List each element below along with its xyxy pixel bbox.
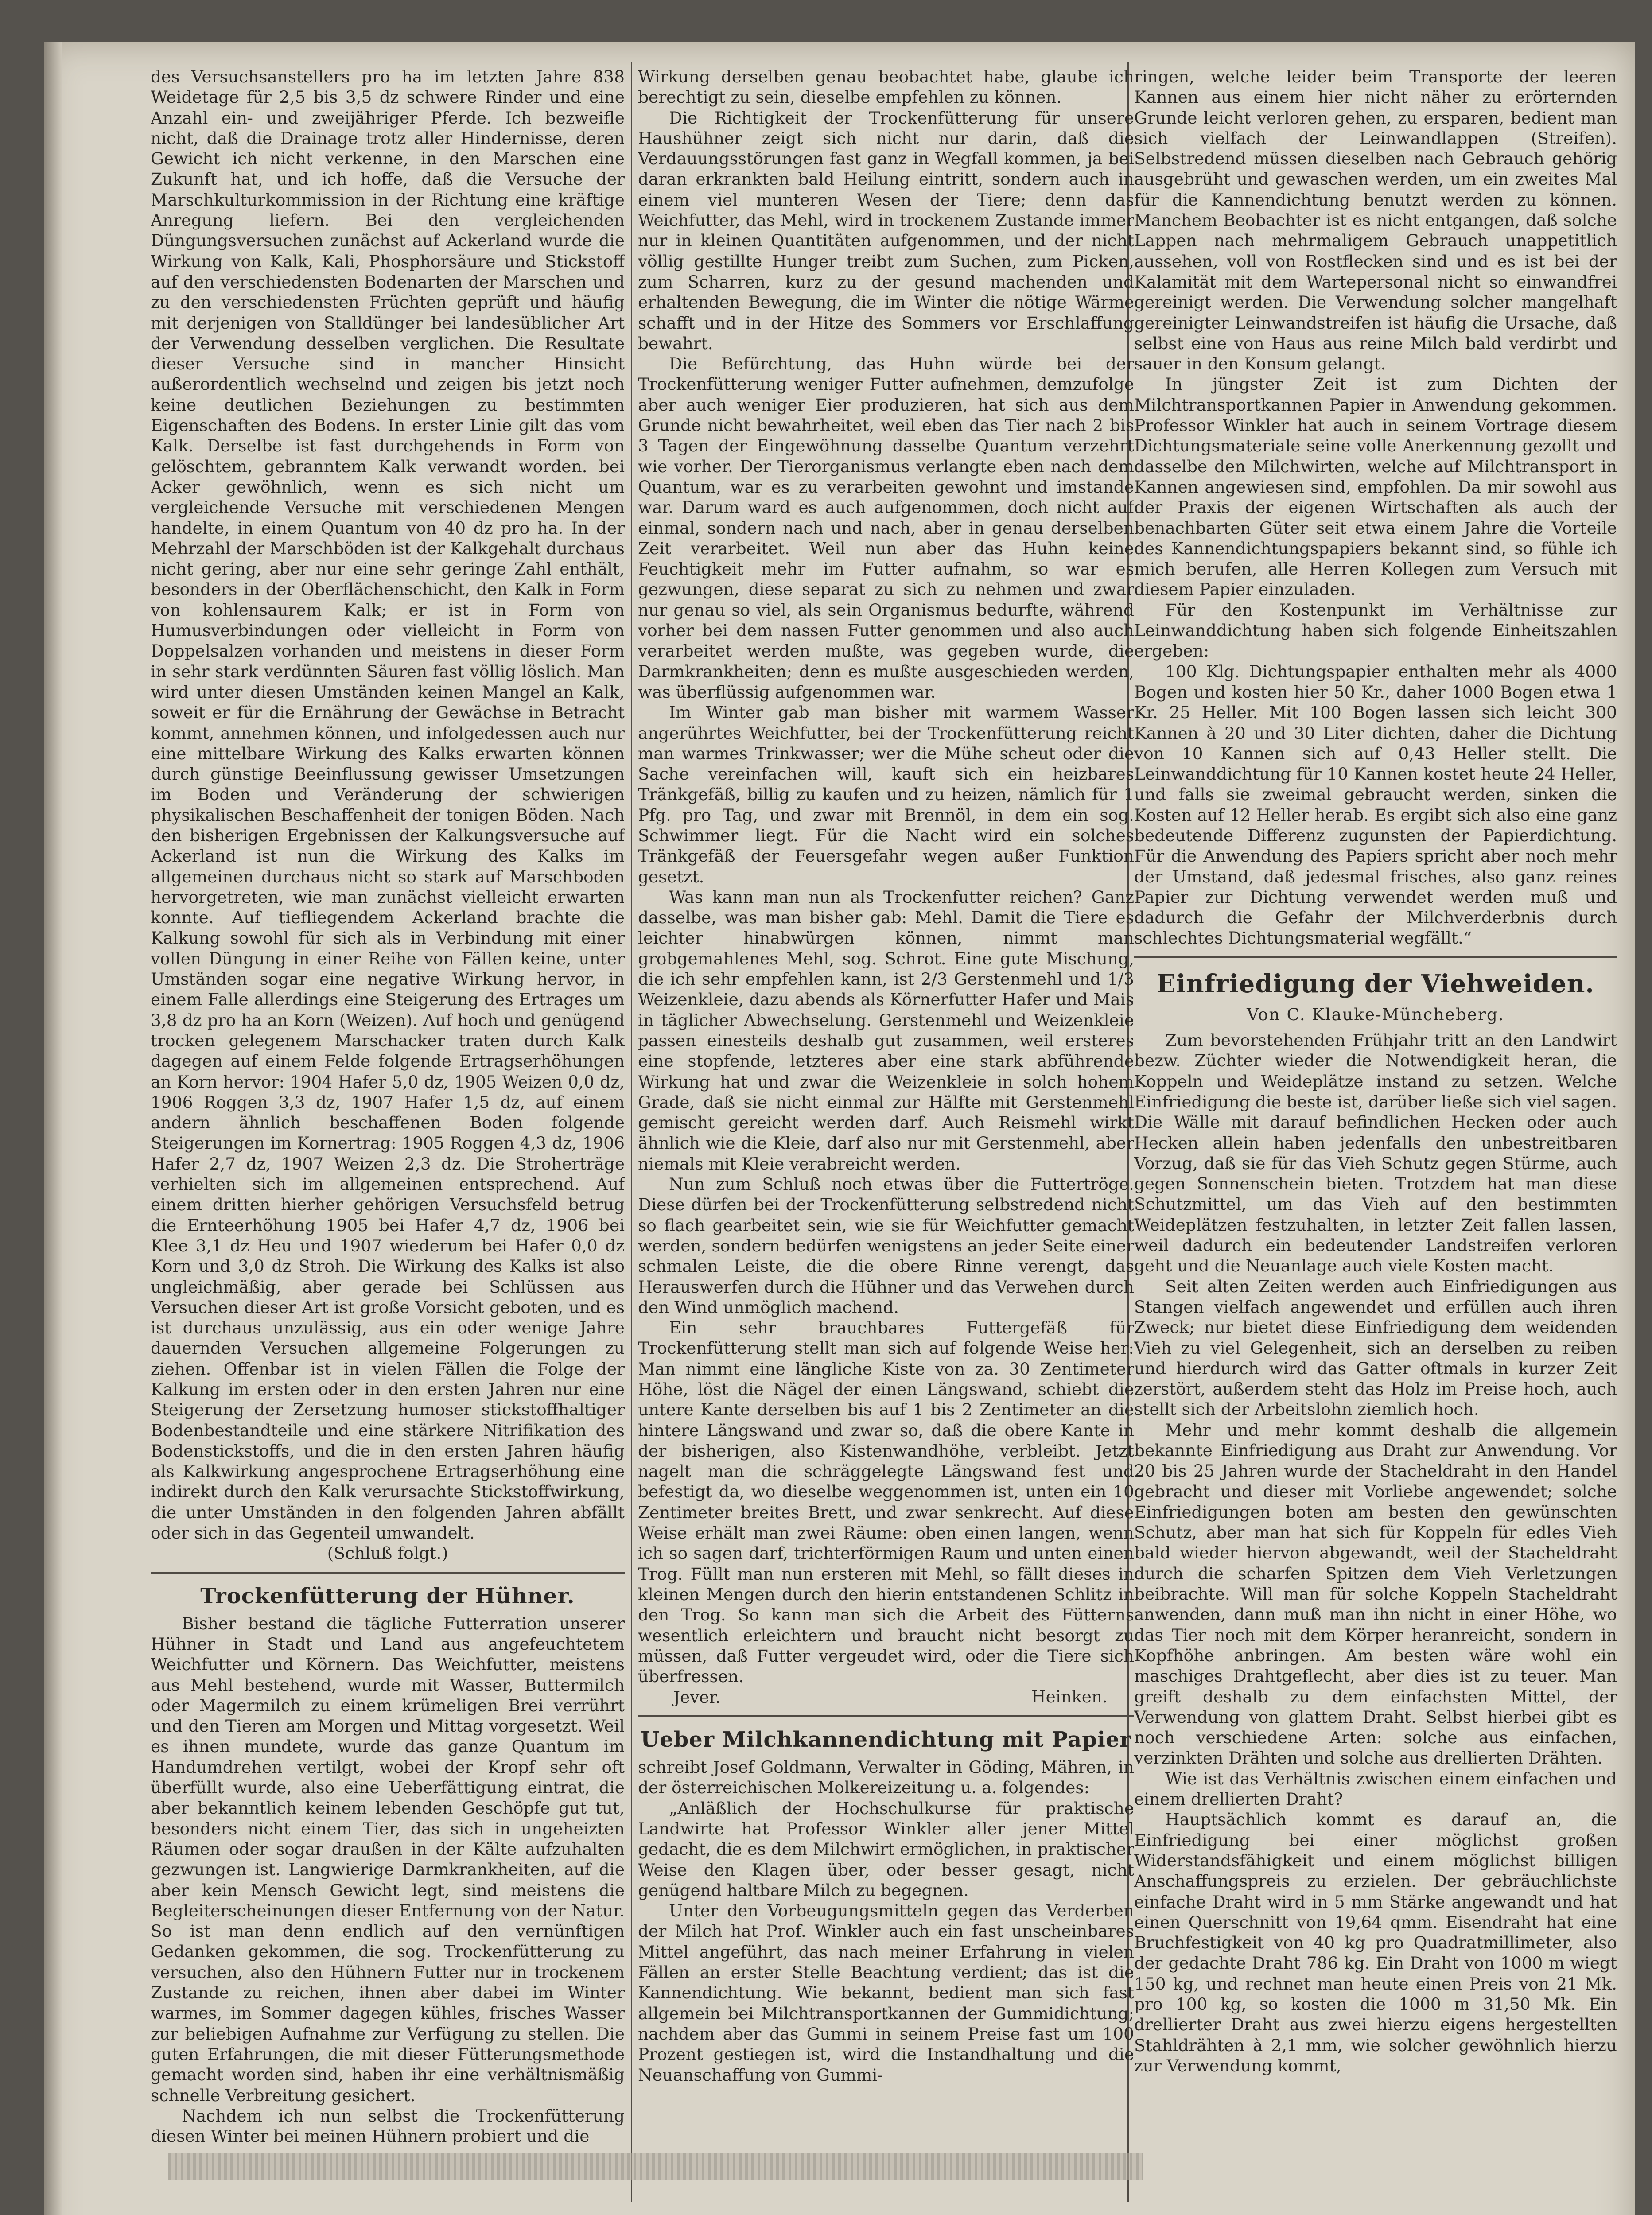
- article-paragraph: Wie ist das Verhältnis zwischen einem einfachen und einem drellierten Draht?: [1134, 1768, 1617, 1809]
- article-heading: Ueber Milchkannendichtung mit Papier: [641, 1727, 1131, 1753]
- article-paragraph: Nachdem ich nun selbst die Trockenfütterung diesen Winter bei meinen Hühnern probiert und die: [151, 2106, 625, 2146]
- article-paragraph: In jüngster Zeit ist zum Dichten der Milchtransportkannen Papier in Anwendung gekommen. Professor Winkler hat auch in seinem Vortrage diesem Dichtungsmateriale seine volle Anerkennung gezollt und dasselbe den Milchwirten, welche auf Milchtransport in Kannen angewiesen sind, empfohlen. Da mir sowohl aus der Praxis der eigenen Wirtschaften als auch der benachbarten Güter seit etwa einem Jahre die Vorteile des Kannendichtungspapiers bekannt sind, so fühle ich mich berufen, alle Herren Kollegen zum Versuch mit diesem Papier einzuladen.: [1134, 374, 1617, 599]
- article-paragraph: Zum bevorstehenden Frühjahr tritt an den Landwirt bezw. Züchter wieder die Notwendigkeit heran, die Koppeln und Weideplätze instand zu setzen. Welche Einfriedigung die beste ist, darüber ließe sich viel sagen. Die Wälle mit darauf befindlichen Hecken oder auch Hecken allein haben jedenfalls den unbestreitbaren Vorzug, daß sie für das Vieh Schutz gegen Stürme, auch gegen Sonnenschein bieten. Trotzdem hat man diese Schutzmittel, um das Vieh auf den bestimmten Weideplätzen festzuhalten, in letzter Zeit fallen lassen, weil dadurch ein bedeutender Landstreifen verloren geht und die Neuanlage auch viele Kosten macht.: [1134, 1030, 1617, 1276]
- section-rule: [151, 1572, 625, 1574]
- article-paragraph: Ein sehr brauchbares Futtergefäß für Trockenfütterung stellt man sich auf folgende Weise her: Man nimmt eine längliche Kiste von za. 30 Zentimeter Höhe, löst die Nägel der einen Längswand, schiebt die untere Kante derselben bis auf 1 bis 2 Zentimeter an die hintere Längswand und zwar so, daß die obere Kante in der bisherigen, also Kistenwandhöhe, verbleibt. Jetzt nagelt man die schräggelegte Längswand fest und befestigt da, wo dieselbe weggenommen ist, unten ein 10 Zentimeter breites Brett, und zwar senkrecht. Auf diese Weise erhält man zwei Räume: oben einen langen, wenn ich so sagen darf, trichterförmigen Raum und unten einen Trog. Füllt man nun ersteren mit Mehl, so fällt dieses in kleinen Mengen durch den hierin entstandenen Schlitz in den Trog. So kann man sich die Arbeit des Fütterns wesentlich erleichtern und braucht nicht besorgt zu müssen, daß Futter vergeudet wird, oder die Tiere sich überfressen.: [638, 1318, 1134, 1687]
- continued-note: (Schluß folgt.): [327, 1543, 448, 1563]
- section-rule: [638, 1715, 1134, 1717]
- article-paragraph: Unter den Vorbeugungsmitteln gegen das Verderben der Milch hat Prof. Winkler auch ein fast unscheinbares Mittel angeführt, das nach meiner Erfahrung in vielen Fällen an erster Stelle Beachtung verdient; das ist die Kannendichtung. Wie bekannt, bedient man sich fast allgemein bei Milchtransportkannen der Gummidichtung; nachdem aber das Gummi in seinem Preise fast um 100 Prozent gestiegen ist, wird die Instandhaltung und die Neuanschaffung von Gummi-: [638, 1901, 1134, 2085]
- article-heading: Trockenfütterung der Hühner.: [200, 1583, 575, 1609]
- article-paragraph: Hauptsächlich kommt es darauf an, die Einfriedigung bei einer möglichst großen Widerstandsfähigkeit und einem möglichst billigen Anschaffungspreis zu erzielen. Der gebräuchlichste einfache Draht wird in 5 mm Stärke angewandt und hat einen Querschnitt von 19,64 qmm. Eisendraht hat eine Bruchfestigkeit von 40 kg pro Quadratmillimeter, also der gedachte Draht 786 kg. Ein Draht von 1000 m wiegt 150 kg, und rechnet man heute einen Preis von 21 Mk. pro 100 kg, so kosten die 1000 m 31,50 Mk. Ein drellierter Draht aus zwei hierzu eigens hergestellten Stahldrähten à 2,1 mm, wie solcher gewöhnlich hierzu zur Verwendung kommt,: [1134, 1810, 1617, 2075]
- article-paragraph: Für den Kostenpunkt im Verhältnisse zur Leinwanddichtung haben sich folgende Einheitszahlen ergeben:: [1134, 600, 1617, 661]
- article-paragraph: Die Befürchtung, das Huhn würde bei der Trockenfütterung weniger Futter aufnehmen, demzufolge aber auch weniger Eier produzieren, hat sich aus dem Grunde nicht bewahrheitet, weil eben das Tier nach 2 bis 3 Tagen der Eingewöhnung dasselbe Quantum verzehrt wie vorher. Der Tierorganismus verlangte eben nach dem Quantum, war es zu verarbeiten gewohnt und imstande war. Darum ward es auch aufgenommen, doch nicht auf einmal, sondern nach und nach, aber in genau derselben Zeit verarbeitet. Weil nun aber das Huhn keine Feuchtigkeit mehr im Futter aufnahm, so war es gezwungen, diese separat zu sich zu nehmen und zwar nur genau so viel, als sein Organismus bedurfte, während vorher bei dem nassen Futter genommen und also auch verarbeitet werden mußte, was gegeben wurde, die Darmkrankheiten; denn es mußte ausgeschieden werden, was überflüssig aufgenommen war.: [638, 354, 1134, 702]
- column-2: [638, 66, 1134, 2215]
- column-1: [151, 66, 625, 2215]
- article-paragraph: schreibt Josef Goldmann, Verwalter in Göding, Mähren, in der österreichischen Molkereizeitung u. a. folgendes:: [638, 1757, 1134, 1798]
- article-paragraph: Wirkung derselben genau beobachtet habe, glaube ich berechtigt zu sein, dieselbe empfehlen zu können.: [638, 67, 1134, 107]
- section-rule: [1134, 956, 1617, 958]
- author-signature: Heinken.: [1031, 1687, 1108, 1707]
- print-smudge: [168, 2153, 1143, 2180]
- article-byline: Von C. Klauke-Müncheberg.: [1247, 1004, 1504, 1024]
- column-3: [1134, 66, 1617, 2215]
- article-paragraph: Nun zum Schluß noch etwas über die Futtertröge. Diese dürfen bei der Trockenfütterung selbstredend nicht so flach gearbeitet sein, wie sie für Weichfutter gemacht werden, sondern bedürfen wenigstens an jeder Seite einer schmalen Leiste, die die obere Rinne verengt, das Herauswerfen durch die Hühner und das Verwehen durch den Wind unmöglich machend.: [638, 1174, 1134, 1317]
- author-place: Jever.: [673, 1687, 721, 1707]
- article-paragraph: ringen, welche leider beim Transporte der leeren Kannen aus einem hier nicht näher zu erörternden Grunde leicht verloren gehen, zu ersparen, bedient man sich vielfach der Leinwandlappen (Streifen). Selbstredend müssen dieselben nach Gebrauch gehörig ausgebrüht und gewaschen werden, um ein zweites Mal für die Kannendichtung benutzt werden zu können. Manchem Beobachter ist es nicht entgangen, daß solche Lappen nach mehrmaligem Gebrauch unappetitlich aussehen, voll von Rostflecken sind und es ist bei der Kalamität mit dem Wartepersonal nicht so einwandfrei gereinigt werden. Die Verwendung solcher mangelhaft gereinigter Leinwandstreifen ist häufig die Ursache, daß selbst eine von Haus aus reine Milch bald verdirbt und sauer in den Konsum gelangt.: [1134, 67, 1617, 374]
- article-paragraph: Im Winter gab man bisher mit warmem Wasser angerührtes Weichfutter, bei der Trockenfütterung reicht man warmes Trinkwasser; wer die Mühe scheut oder die Sache vereinfachen will, kauft sich ein heizbares Tränkgefäß, billig zu kaufen und zu heizen, nämlich für 1 Pfg. pro Tag, und zwar mit Brennöl, in dem ein sog. Schwimmer liegt. Für die Nacht wird ein solches Tränkgefäß der Feuersgefahr wegen außer Funktion gesetzt.: [638, 703, 1134, 886]
- page-binding-edge: [44, 42, 62, 2215]
- article-paragraph: 100 Klg. Dichtungspapier enthalten mehr als 4000 Bogen und kosten hier 50 Kr., daher 1000 Bogen etwa 1 Kr. 25 Heller. Mit 100 Bogen lassen sich leicht 300 Kannen à 20 und 30 Liter dichten, daher die Dichtung von 10 Kannen sich auf 0,43 Heller stellt. Die Leinwanddichtung für 10 Kannen kostet heute 24 Heller, und falls sie zweimal gebraucht werden, sinken die Kosten auf 12 Heller herab. Es ergibt sich also eine ganz bedeutende Differenz zugunsten der Papierdichtung. Für die Anwendung des Papiers spricht aber noch mehr der Umstand, daß jedesmal frisches, also ganz reines Papier zur Dichtung verwendet werden muß und dadurch die Gefahr der Milchverderbnis durch schlechtes Dichtungsmaterial wegfällt.“: [1134, 661, 1617, 948]
- article-paragraph: des Versuchsanstellers pro ha im letzten Jahre 838 Weidetage für 2,5 bis 3,5 dz schwere Rinder und eine Anzahl ein- und zweijähriger Pferde. Ich bezweifle nicht, daß die Drainage trotz aller Hindernisse, deren Gewicht ich nicht verkenne, in den Marschen eine Zukunft hat, und ich hoffe, daß die Versuche der Marschkulturkommission in der Richtung eine kräftige Anregung liefern. Bei den vergleichenden Düngungsversuchen zunächst auf Ackerland wurde die Wirkung von Kalk, Kali, Phosphorsäure und Stickstoff auf den verschiedensten Bodenarten der Marschen und zu den verschiedensten Früchten geprüft und häufig mit derjenigen von Stalldünger bei landesüblicher Art der Verwendung desselben verglichen. Die Resultate dieser Versuche sind in mancher Hinsicht außerordentlich wechselnd und zeigen bis jetzt noch keine deutlichen Beziehungen zu bestimmten Eigenschaften des Bodens. In erster Linie gilt das vom Kalk. Derselbe ist fast durchgehends in Form von gelöschtem, gebranntem Kalk verwandt worden. bei Acker gewöhnlich, wenn es sich nicht um vergleichende Versuche mit verschiedenen Mengen handelte, in einem Quantum von 40 dz pro ha. In der Mehrzahl der Marschböden ist der Kalkgehalt durchaus nicht gering, aber nur eine sehr geringe Zahl enthält, besonders in der Oberflächenschicht, den Kalk in Form von kohlensaurem Kalk; er ist in Form von Humusverbindungen oder vielleicht in Form von Doppelsalzen vorhanden und meistens in dieser Form in sehr stark verdünnten Säuren fast völlig löslich. Man wird unter diesen Umständen keinen Mangel an Kalk, soweit er für die Ernährung der Gewächse in Betracht kommt, annehmen können, und infolgedessen auch nur eine mittelbare Wirkung des Kalks erwarten können durch günstige Beeinflussung gewisser Umsetzungen im Boden und Veränderung der schwierigen physikalischen Beschaffenheit der tonigen Böden. Nach den bisherigen Ergebnissen der Kalkungsversuche auf Ackerland ist nun die Wirkung des Kalks im allgemeinen durchaus nicht so stark auf Marschboden hervorgetreten, wie man zunächst vielleicht erwarten konnte. Auf tiefliegendem Ackerland brachte die Kalkung sowohl für sich als in Verbindung mit einer vollen Düngung in einer Reihe von Fällen keine, unter Umständen sogar eine negative Wirkung hervor, in einem Falle allerdings eine Steigerung des Ertrages um 3,8 dz pro ha an Korn (Weizen). Auf hoch und genügend trocken gelegenem Marschacker traten durch Kalk dagegen auf einem Felde folgende Ertragserhöhungen an Korn hervor: 1904 Hafer 5,0 dz, 1905 Weizen 0,0 dz, 1906 Roggen 3,3 dz, 1907 Hafer 1,5 dz, auf einem andern ähnlich beschaffenen Boden folgende Steigerungen im Kornertrag: 1905 Roggen 4,3 dz, 1906 Hafer 2,7 dz, 1907 Weizen 2,3 dz. Die Stroherträge verhielten sich im allgemeinen entsprechend. Auf einem dritten hierher gehörigen Versuchsfeld betrug die Ernteerhöhung 1905 bei Hafer 4,7 dz, 1906 bei Klee 3,1 dz Heu und 1907 wiederum bei Hafer 0,0 dz Korn und 3,0 dz Stroh. Die Wirkung des Kalks ist also ungleichmäßig, aber gerade bei Schlüssen aus Versuchen dieser Art ist große Vorsicht geboten, und es ist durchaus unzulässig, aus ein oder wenige Jahre dauernden Versuchen allgemeine Folgerungen zu ziehen. Offenbar ist in vielen Fällen die Folge der Kalkung im ersten oder in den ersten Jahren nur eine Steigerung der Zersetzung humoser stickstoffhaltiger Bodenbestandteile und eine stärkere Nitrifikation des Bodenstickstoffs, und die in den ersten Jahren häufig als Kalkwirkung angesprochene Ertragserhöhung eine indirekt durch den Kalk verursachte Stickstoffwirkung, die unter Umständen in den folgenden Jahren abfällt oder sich in das Gegenteil umwandelt.: [151, 67, 625, 1543]
- article-paragraph: Seit alten Zeiten werden auch Einfriedigungen aus Stangen vielfach angewendet und erfüllen auch ihren Zweck; nur bietet diese Einfriedigung dem weidenden Vieh zu viel Gelegenheit, sich an derselben zu reiben und hierdurch wird das Gatter oftmals in kurzer Zeit zerstört, außerdem steht das Holz im Preise hoch, auch stellt sich der Arbeitslohn ziemlich hoch.: [1134, 1276, 1617, 1419]
- article-paragraph: Die Richtigkeit der Trockenfütterung für unsere Haushühner zeigt sich nicht nur darin, daß die Verdauungsstörungen fast ganz in Wegfall kommen, ja bei daran erkrankten bald Heilung eintritt, sondern auch in einem viel munteren Wesen der Tiere; denn das Weichfutter, das Mehl, wird in trockenem Zustande immer nur in kleinen Quantitäten aufgenommen, und der nicht völlig gestillte Hunger treibt zum Suchen, zum Picken, zum Scharren, kurz zu der gesund machenden und erhaltenden Bewegung, die im Winter die nötige Wärme schafft und in der Hitze des Sommers vor Erschlaffung bewahrt.: [638, 108, 1134, 353]
- article-paragraph: Mehr und mehr kommt deshalb die allgemein bekannte Einfriedigung aus Draht zur Anwendung. Vor 20 bis 25 Jahren wurde der Stacheldraht in den Handel gebracht und dieser mit Vorliebe angewendet; solche Einfriedigungen boten am besten den gewünschten Schutz, aber man hat sich für Koppeln für edles Vieh bald wieder hiervon abgewandt, weil der Stacheldraht durch die scharfen Spitzen dem Vieh Verletzungen beibrachte. Will man für solche Koppeln Stacheldraht anwenden, dann muß man ihn nicht in einer Höhe, wo das Tier noch mit dem Körper heranreicht, sondern in Kopfhöhe anbringen. Am besten wäre wohl ein maschiges Drahtgeflecht, aber dies ist zu teuer. Man greift deshalb zu dem einfachsten Mittel, der Verwendung von glattem Draht. Selbst hierbei gibt es noch verschiedene Arten: solche aus einfachen, verzinkten Drähten und solche aus drellierten Drähten.: [1134, 1420, 1617, 1768]
- article-paragraph: Bisher bestand die tägliche Futterration unserer Hühner in Stadt und Land aus angefeuchtetem Weichfutter und Körnern. Das Weichfutter, meistens aus Mehl bestehend, wurde mit Wasser, Buttermilch oder Magermilch zu einem krümeligen Brei verrührt und den Tieren am Morgen und Mittag vorgesetzt. Weil es ihnen mundete, wurde das ganze Quantum im Handumdrehen vertilgt, wobei der Kropf sehr oft überfüllt wurde, also eine Ueberfättigung eintrat, die aber bekanntlich keinem lebenden Geschöpfe gut tut, besonders nicht einem Tier, das sich in ungeheizten Räumen oder sogar draußen in der Kälte aufzuhalten gezwungen ist. Langwierige Darmkrankheiten, auf die aber kein Mensch Gewicht legt, sind meistens die Begleiterscheinungen dieser Entfernung von der Natur. So ist man denn endlich auf den vernünftigen Gedanken gekommen, die sog. Trockenfütterung zu versuchen, also den Hühnern Futter nur in trockenem Zustande zu reichen, ihnen aber dabei im Winter warmes, im Sommer dagegen kühles, frisches Wasser zur beliebigen Aufnahme zur Verfügung zu stellen. Die guten Erfahrungen, die mit dieser Fütterungsmethode gemacht worden sind, haben ihr eine verhältnismäßig schnelle Verbreitung gesichert.: [151, 1613, 625, 2105]
- article-paragraph: Was kann man nun als Trockenfutter reichen? Ganz dasselbe, was man bisher gab: Mehl. Damit die Tiere es leichter hinabwürgen können, nimmt man grobgemahlenes Mehl, sog. Schrot. Eine gute Mischung, die ich sehr empfehlen kann, ist 2/3 Gerstenmehl und 1/3 Weizenkleie, dazu abends als Körnerfutter Hafer und Mais in täglicher Abwechselung. Gerstenmehl und Weizenkleie passen einesteils deshalb gut zusammen, weil ersteres eine stopfende, letzteres aber eine stark abführende Wirkung hat und zwar die Weizenkleie in solch hohem Grade, daß sie nicht einmal zur Hälfte mit Gerstenmehl gemischt gereicht werden darf. Auch Reismehl wirkt ähnlich wie die Kleie, darf also nur mit Gerstenmehl, aber niemals mit Kleie verabreicht werden.: [638, 887, 1134, 1174]
- article-paragraph: „Anläßlich der Hochschulkurse für praktische Landwirte hat Professor Winkler aller jener Mittel gedacht, die es dem Milchwirt ermöglichen, in praktischer Weise den Klagen über, oder besser gesagt, nicht genügend haltbare Milch zu begegnen.: [638, 1798, 1134, 1900]
- article-heading: Einfriedigung der Viehweiden.: [1157, 969, 1594, 999]
- column-rule: [631, 62, 632, 2202]
